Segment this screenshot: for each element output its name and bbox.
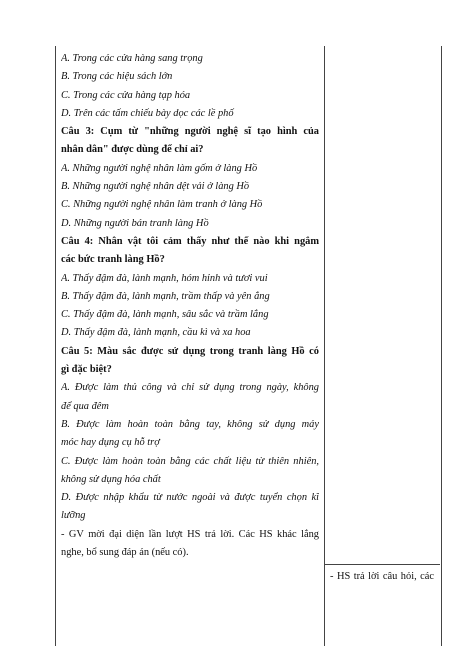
text-line: Câu 3: Cụm từ "những người nghệ sĩ tạo hình của	[61, 126, 319, 138]
text-line: B. Được làm hoàn toàn bằng tay, không sử dụng máy	[61, 418, 319, 430]
text-line: - GV mời đại diện lần lượt HS trả lời. Các HS khác lắng	[61, 528, 319, 540]
text-line: lưỡng	[61, 510, 86, 522]
row-divider	[324, 564, 440, 565]
teacher-activity-column	[61, 50, 319, 562]
text-line: B. Trong các hiệu sách lớn	[61, 71, 173, 83]
text-line: C. Thấy đậm đà, lành mạnh, sâu sắc và trầm lắng	[61, 309, 269, 321]
text-line: D. Trên các tấm chiếu bày dọc các lề phố	[61, 107, 234, 119]
text-line: A. Những người nghệ nhân làm gốm ở làng Hồ	[61, 162, 258, 174]
text-line: Câu 5: Màu sắc được sử dụng trong tranh làng Hồ có	[61, 345, 319, 357]
text-line: A. Trong các cửa hàng sang trọng	[61, 53, 203, 64]
text-line: A. Thấy đậm đà, lành mạnh, hóm hỉnh và tươi vui	[61, 272, 268, 284]
text-line: B. Thấy đậm đà, lành mạnh, trầm thấp và yên ắng	[61, 290, 270, 302]
text-line: C. Được làm hoàn toàn bằng các chất liệu từ thiên nhiên,	[61, 455, 319, 467]
text-line: D. Được nhập khẩu từ nước ngoài và được tuyển chọn kĩ	[61, 492, 319, 504]
text-line: D. Những người bán tranh làng Hồ	[61, 217, 209, 229]
text-line: móc hay dụng cụ hỗ trợ	[61, 437, 160, 449]
student-activity-text: - HS trả lời câu hỏi, các	[330, 571, 434, 582]
text-line: C. Những người nghệ nhân làm tranh ở làng Hồ	[61, 199, 263, 211]
text-line: để qua đêm	[61, 400, 109, 412]
text-line: gì đặc biệt?	[61, 364, 112, 376]
text-line: nghe, bổ sung đáp án (nếu có).	[61, 547, 189, 559]
text-line: không sử dụng hóa chất	[61, 473, 161, 485]
text-line: A. Được làm thủ công và chỉ sử dụng trong ngày, không	[61, 382, 319, 394]
text-line: nhân dân" được dùng để chỉ ai?	[61, 144, 204, 156]
column-divider	[324, 46, 325, 646]
text-line: D. Thấy đậm đà, lành mạnh, cầu kì và xa hoa	[61, 327, 251, 339]
text-line: B. Những người nghệ nhân dệt vải ở làng Hồ	[61, 181, 250, 193]
text-line: C. Trong các cửa hàng tạp hóa	[61, 89, 191, 101]
text-line: các bức tranh làng Hồ?	[61, 254, 165, 266]
text-line: Câu 4: Nhân vật tôi cảm thấy như thế nào khi ngắm	[61, 235, 319, 247]
